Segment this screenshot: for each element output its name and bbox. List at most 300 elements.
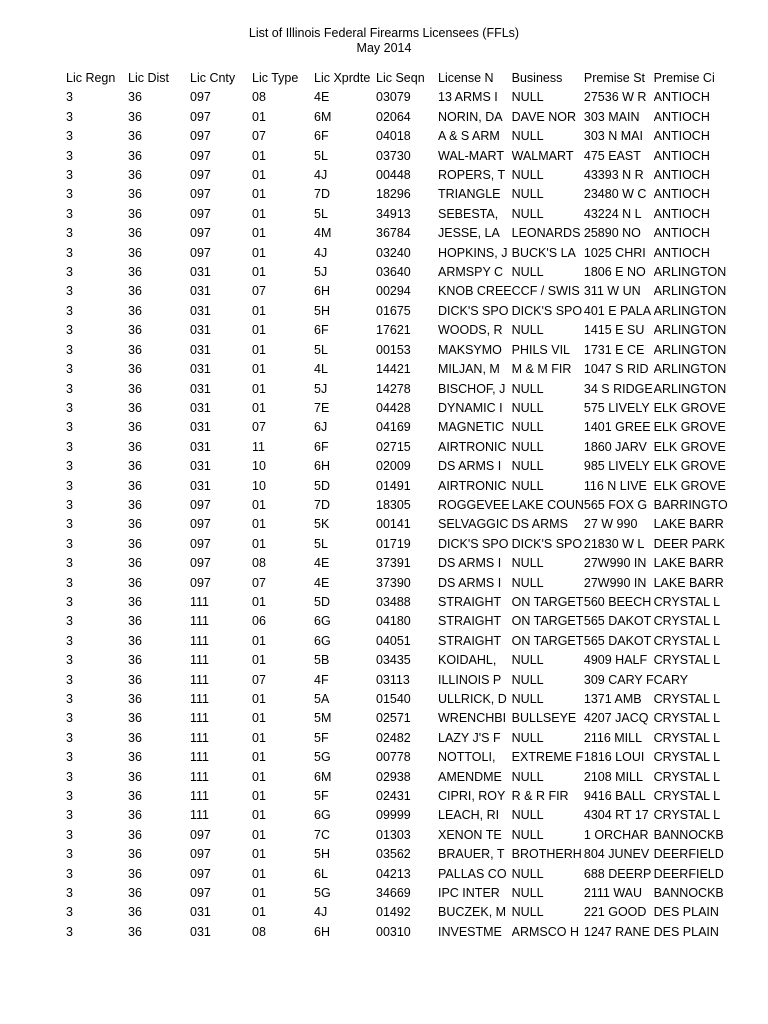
cell-lic-seqn: 01719 bbox=[376, 536, 411, 551]
cell-lic-type: 01 bbox=[252, 905, 266, 920]
cell-premise-city: LAKE BARR bbox=[653, 575, 724, 590]
cell-lic-type: 01 bbox=[252, 808, 266, 823]
cell-lic-cnty: 111 bbox=[190, 789, 210, 804]
table-row bbox=[66, 709, 728, 728]
cell-business: NULL bbox=[511, 730, 544, 745]
cell-lic-regn: 3 bbox=[66, 459, 73, 474]
cell-business: DAVE NOR bbox=[511, 109, 577, 124]
cell-premise-street: 1401 GREE bbox=[583, 420, 651, 435]
cell-business: NULL bbox=[511, 265, 544, 280]
cell-lic-seqn: 04180 bbox=[376, 614, 411, 629]
cell-lic-seqn: 09999 bbox=[376, 808, 411, 823]
cell-lic-seqn: 04051 bbox=[376, 633, 411, 648]
cell-license-name: WRENCHBI bbox=[438, 711, 507, 726]
cell-lic-seqn: 04213 bbox=[376, 866, 411, 881]
cell-business: NULL bbox=[511, 420, 544, 435]
cell-lic-seqn: 37390 bbox=[376, 575, 411, 590]
cell-premise-city: ELK GROVE bbox=[653, 478, 726, 493]
cell-premise-city: ANTIOCH bbox=[653, 226, 710, 241]
cell-lic-cnty: 097 bbox=[190, 226, 211, 241]
cell-lic-dist: 36 bbox=[128, 323, 142, 338]
cell-premise-city: CRYSTAL L bbox=[653, 614, 721, 629]
cell-lic-regn: 3 bbox=[66, 284, 73, 299]
cell-lic-xprdte: 5D bbox=[314, 478, 330, 493]
cell-lic-regn: 3 bbox=[66, 129, 73, 144]
cell-license-name: DS ARMS I bbox=[438, 575, 502, 590]
table-row bbox=[66, 729, 728, 748]
cell-lic-seqn: 00141 bbox=[376, 517, 411, 532]
cell-business: NULL bbox=[511, 556, 544, 571]
cell-license-name: NOTTOLI, bbox=[438, 750, 496, 765]
column-header-lic-type: Lic Type bbox=[252, 71, 299, 85]
cell-lic-dist: 36 bbox=[128, 517, 142, 532]
cell-license-name: TRIANGLE bbox=[438, 187, 501, 202]
cell-license-name: DS ARMS I bbox=[438, 459, 502, 474]
cell-premise-street: 985 LIVELY bbox=[583, 459, 650, 474]
cell-premise-city: ELK GROVE bbox=[653, 459, 726, 474]
cell-lic-regn: 3 bbox=[66, 109, 73, 124]
cell-lic-xprdte: 4J bbox=[314, 905, 328, 920]
cell-lic-dist: 36 bbox=[128, 303, 142, 318]
cell-lic-xprdte: 5H bbox=[314, 303, 330, 318]
cell-lic-seqn: 02064 bbox=[376, 109, 411, 124]
cell-lic-seqn: 01492 bbox=[376, 905, 411, 920]
cell-lic-regn: 3 bbox=[66, 575, 73, 590]
cell-lic-cnty: 111 bbox=[190, 692, 210, 706]
cell-premise-street: 34 S RIDGE bbox=[583, 381, 653, 396]
cell-lic-regn: 3 bbox=[66, 323, 73, 338]
cell-lic-type: 01 bbox=[252, 206, 266, 221]
cell-premise-city: BANNOCKB bbox=[653, 827, 724, 842]
cell-lic-type: 07 bbox=[252, 284, 266, 299]
cell-premise-city: ANTIOCH bbox=[653, 129, 710, 144]
cell-premise-city: DEERFIELD bbox=[653, 866, 724, 881]
cell-premise-street: 2108 MILL bbox=[583, 769, 643, 784]
cell-license-name: IPC INTER bbox=[438, 886, 500, 901]
cell-lic-xprdte: 5L bbox=[314, 342, 328, 357]
cell-lic-cnty: 031 bbox=[190, 284, 211, 299]
cell-license-name: ILLINOIS P bbox=[438, 672, 502, 687]
cell-premise-street: 475 EAST bbox=[583, 148, 641, 163]
cell-lic-xprdte: 4E bbox=[314, 90, 330, 105]
cell-lic-cnty: 031 bbox=[190, 323, 211, 338]
cell-lic-xprdte: 6H bbox=[314, 459, 330, 474]
table-row bbox=[66, 632, 728, 651]
cell-lic-regn: 3 bbox=[66, 750, 73, 765]
cell-lic-dist: 36 bbox=[128, 614, 142, 629]
cell-lic-cnty: 097 bbox=[190, 556, 211, 571]
cell-license-name: ROPERS, T bbox=[438, 168, 506, 183]
cell-lic-type: 01 bbox=[252, 168, 266, 183]
table-row bbox=[66, 360, 728, 379]
cell-business: CCF / SWIS bbox=[511, 284, 580, 299]
cell-lic-xprdte: 5B bbox=[314, 653, 330, 668]
column-header-business: Business bbox=[511, 71, 563, 85]
cell-premise-city: ARLINGTON bbox=[653, 303, 727, 318]
cell-license-name: LAZY J'S F bbox=[438, 730, 501, 745]
cell-business: DICK'S SPO bbox=[511, 303, 583, 318]
cell-lic-dist: 36 bbox=[128, 459, 142, 474]
cell-lic-seqn: 00153 bbox=[376, 342, 411, 357]
cell-lic-dist: 36 bbox=[128, 362, 142, 377]
cell-lic-dist: 36 bbox=[128, 265, 142, 280]
cell-premise-street: 1 ORCHAR bbox=[583, 827, 649, 842]
cell-premise-city: ARLINGTON bbox=[653, 342, 727, 357]
cell-lic-dist: 36 bbox=[128, 633, 142, 648]
cell-lic-cnty: 111 bbox=[190, 594, 210, 609]
cell-license-name: STRAIGHT bbox=[438, 633, 502, 648]
cell-lic-regn: 3 bbox=[66, 478, 73, 493]
cell-business: NULL bbox=[511, 168, 544, 183]
cell-lic-dist: 36 bbox=[128, 478, 142, 493]
cell-lic-cnty: 111 bbox=[190, 672, 210, 687]
cell-lic-xprdte: 6G bbox=[314, 614, 331, 629]
cell-lic-xprdte: 4M bbox=[314, 226, 332, 241]
cell-license-name: DICK'S SPO bbox=[438, 536, 509, 551]
cell-lic-xprdte: 7C bbox=[314, 827, 330, 842]
cell-lic-cnty: 097 bbox=[190, 847, 211, 862]
cell-license-name: BUCZEK, M bbox=[438, 905, 507, 920]
cell-lic-xprdte: 4F bbox=[314, 672, 329, 687]
cell-lic-cnty: 111 bbox=[190, 750, 210, 765]
cell-lic-regn: 3 bbox=[66, 245, 73, 260]
cell-lic-xprdte: 6F bbox=[314, 129, 329, 144]
cell-license-name: ULLRICK, D bbox=[438, 692, 507, 706]
cell-lic-regn: 3 bbox=[66, 905, 73, 920]
cell-business: LEONARDS bbox=[511, 226, 581, 241]
cell-premise-city: ANTIOCH bbox=[653, 109, 710, 124]
cell-lic-seqn: 36784 bbox=[376, 226, 411, 241]
cell-lic-regn: 3 bbox=[66, 342, 73, 357]
cell-premise-street: 2111 WAU bbox=[583, 886, 643, 901]
cell-lic-type: 01 bbox=[252, 711, 266, 726]
cell-lic-type: 11 bbox=[252, 439, 265, 454]
cell-lic-xprdte: 6H bbox=[314, 924, 330, 939]
cell-lic-cnty: 097 bbox=[190, 129, 211, 144]
cell-premise-city: CRYSTAL L bbox=[653, 808, 721, 823]
cell-lic-cnty: 031 bbox=[190, 420, 211, 435]
cell-business: NULL bbox=[511, 672, 544, 687]
cell-premise-street: 1047 S RID bbox=[583, 362, 649, 377]
cell-premise-street: 804 JUNEV bbox=[583, 847, 650, 862]
cell-lic-regn: 3 bbox=[66, 90, 73, 105]
cell-lic-regn: 3 bbox=[66, 400, 73, 415]
cell-lic-xprdte: 5J bbox=[314, 265, 328, 280]
table-row bbox=[66, 282, 728, 301]
table-row bbox=[66, 923, 728, 942]
cell-lic-seqn: 03240 bbox=[376, 245, 411, 260]
table-row bbox=[66, 865, 728, 884]
cell-premise-city: CRYSTAL L bbox=[653, 750, 721, 765]
cell-business: NULL bbox=[511, 808, 544, 823]
cell-lic-seqn: 00448 bbox=[376, 168, 411, 183]
cell-lic-dist: 36 bbox=[128, 827, 142, 842]
cell-premise-city: CRYSTAL L bbox=[653, 730, 721, 745]
cell-business: ON TARGET bbox=[511, 594, 584, 609]
cell-lic-dist: 36 bbox=[128, 245, 142, 260]
cell-lic-regn: 3 bbox=[66, 420, 73, 435]
cell-lic-dist: 36 bbox=[128, 653, 142, 668]
cell-lic-type: 01 bbox=[252, 692, 266, 706]
cell-license-name: DYNAMIC I bbox=[438, 400, 503, 415]
cell-business: NULL bbox=[511, 187, 544, 202]
cell-lic-cnty: 097 bbox=[190, 827, 211, 842]
cell-premise-city: ARLINGTON bbox=[653, 284, 727, 299]
cell-lic-xprdte: 5G bbox=[314, 750, 331, 765]
cell-lic-cnty: 097 bbox=[190, 206, 211, 221]
cell-license-name: DICK'S SPO bbox=[438, 303, 509, 318]
cell-premise-city: ARLINGTON bbox=[653, 381, 727, 396]
cell-lic-regn: 3 bbox=[66, 265, 73, 280]
cell-business: NULL bbox=[511, 827, 544, 842]
cell-premise-street: 1816 LOUI bbox=[583, 750, 645, 765]
document-subtitle: May 2014 bbox=[356, 41, 412, 55]
cell-premise-street: 43224 N L bbox=[583, 206, 642, 221]
cell-lic-dist: 36 bbox=[128, 556, 142, 571]
cell-premise-city: ELK GROVE bbox=[653, 400, 726, 415]
cell-lic-cnty: 097 bbox=[190, 245, 211, 260]
cell-lic-cnty: 097 bbox=[190, 536, 211, 551]
cell-lic-type: 01 bbox=[252, 827, 266, 842]
cell-premise-city: ARLINGTON bbox=[653, 323, 727, 338]
cell-premise-city: DES PLAIN bbox=[653, 924, 719, 939]
cell-business: BULLSEYE bbox=[511, 711, 577, 726]
cell-lic-type: 01 bbox=[252, 303, 266, 318]
cell-license-name: WAL-MART bbox=[438, 148, 504, 163]
table-row bbox=[66, 263, 728, 282]
cell-lic-type: 01 bbox=[252, 789, 266, 804]
cell-lic-cnty: 031 bbox=[190, 362, 211, 377]
cell-premise-city: CRYSTAL L bbox=[653, 769, 721, 784]
cell-lic-seqn: 03640 bbox=[376, 265, 411, 280]
cell-license-name: SELVAGGIC bbox=[438, 517, 509, 532]
cell-lic-dist: 36 bbox=[128, 129, 142, 144]
cell-lic-seqn: 02715 bbox=[376, 439, 411, 454]
cell-license-name: NORIN, DA bbox=[438, 109, 503, 124]
cell-lic-regn: 3 bbox=[66, 303, 73, 318]
table-row bbox=[66, 205, 728, 224]
cell-lic-cnty: 111 bbox=[190, 808, 210, 823]
cell-business: NULL bbox=[511, 129, 544, 144]
cell-premise-street: 688 DEERP bbox=[583, 866, 652, 881]
table-row bbox=[66, 88, 728, 107]
cell-lic-seqn: 18296 bbox=[376, 187, 411, 202]
table-row bbox=[66, 108, 728, 127]
cell-license-name: BRAUER, T bbox=[438, 847, 505, 862]
cell-lic-cnty: 111 bbox=[190, 711, 210, 726]
cell-lic-xprdte: 5L bbox=[314, 148, 328, 163]
cell-lic-type: 01 bbox=[252, 536, 266, 551]
cell-license-name: KNOB CREE bbox=[438, 284, 512, 299]
cell-lic-seqn: 04169 bbox=[376, 420, 411, 435]
cell-lic-dist: 36 bbox=[128, 284, 142, 299]
cell-lic-cnty: 031 bbox=[190, 400, 211, 415]
cell-lic-xprdte: 4J bbox=[314, 245, 328, 260]
cell-premise-street: 21830 W L bbox=[583, 536, 645, 551]
cell-lic-dist: 36 bbox=[128, 594, 142, 609]
cell-license-name: MAKSYMO bbox=[438, 342, 502, 357]
cell-lic-dist: 36 bbox=[128, 187, 142, 202]
table-body bbox=[66, 88, 728, 942]
table-row bbox=[66, 244, 728, 263]
cell-lic-xprdte: 4J bbox=[314, 168, 328, 183]
table-row bbox=[66, 438, 728, 457]
cell-lic-type: 01 bbox=[252, 245, 266, 260]
cell-lic-dist: 36 bbox=[128, 866, 142, 881]
cell-premise-street: 4304 RT 17 bbox=[583, 808, 649, 823]
cell-lic-dist: 36 bbox=[128, 90, 142, 105]
cell-lic-cnty: 097 bbox=[190, 575, 211, 590]
cell-lic-cnty: 097 bbox=[190, 517, 211, 532]
cell-lic-type: 01 bbox=[252, 362, 266, 377]
cell-premise-city: CARY bbox=[653, 672, 689, 687]
cell-lic-regn: 3 bbox=[66, 653, 73, 668]
cell-lic-regn: 3 bbox=[66, 381, 73, 396]
cell-lic-dist: 36 bbox=[128, 536, 142, 551]
cell-lic-seqn: 03730 bbox=[376, 148, 411, 163]
cell-premise-city: ANTIOCH bbox=[653, 168, 710, 183]
column-header-premise-city: Premise Ci bbox=[653, 71, 715, 85]
cell-lic-type: 01 bbox=[252, 633, 266, 648]
cell-lic-type: 01 bbox=[252, 517, 266, 532]
cell-lic-cnty: 097 bbox=[190, 148, 211, 163]
cell-lic-cnty: 097 bbox=[190, 109, 211, 124]
table-row bbox=[66, 147, 728, 166]
cell-premise-street: 1247 RANE bbox=[583, 924, 650, 939]
cell-lic-seqn: 00778 bbox=[376, 750, 411, 765]
table-row bbox=[66, 593, 728, 612]
cell-premise-city: DES PLAIN bbox=[653, 905, 719, 920]
cell-lic-seqn: 00310 bbox=[376, 924, 411, 939]
column-header-lic-regn: Lic Regn bbox=[66, 71, 116, 85]
cell-lic-regn: 3 bbox=[66, 497, 73, 512]
table-row bbox=[66, 690, 728, 709]
cell-lic-cnty: 097 bbox=[190, 90, 211, 105]
cell-lic-xprdte: 6F bbox=[314, 439, 329, 454]
cell-business: NULL bbox=[511, 206, 544, 221]
cell-lic-dist: 36 bbox=[128, 168, 142, 183]
cell-lic-xprdte: 7E bbox=[314, 400, 330, 415]
cell-business: NULL bbox=[511, 90, 544, 105]
cell-business: NULL bbox=[511, 769, 544, 784]
cell-business: DICK'S SPO bbox=[511, 536, 583, 551]
cell-lic-xprdte: 5F bbox=[314, 789, 329, 804]
cell-business: LAKE COUN bbox=[511, 497, 584, 512]
cell-lic-seqn: 14421 bbox=[376, 362, 411, 377]
cell-license-name: MAGNETIC bbox=[438, 420, 504, 435]
cell-premise-street: 560 BEECH bbox=[583, 594, 652, 609]
cell-lic-dist: 36 bbox=[128, 769, 142, 784]
cell-premise-city: LAKE BARR bbox=[653, 556, 724, 571]
cell-premise-city: DEERFIELD bbox=[653, 847, 724, 862]
cell-lic-seqn: 34669 bbox=[376, 886, 411, 901]
cell-lic-cnty: 031 bbox=[190, 439, 211, 454]
cell-license-name: AIRTRONIC bbox=[438, 478, 507, 493]
cell-lic-dist: 36 bbox=[128, 847, 142, 862]
cell-lic-regn: 3 bbox=[66, 672, 73, 687]
cell-license-name: DS ARMS I bbox=[438, 556, 502, 571]
cell-lic-regn: 3 bbox=[66, 206, 73, 221]
cell-premise-city: ELK GROVE bbox=[653, 420, 726, 435]
cell-lic-type: 01 bbox=[252, 886, 266, 901]
cell-lic-type: 08 bbox=[252, 924, 266, 939]
cell-lic-seqn: 01675 bbox=[376, 303, 411, 318]
cell-premise-street: 311 W UN bbox=[583, 284, 641, 299]
cell-lic-seqn: 34913 bbox=[376, 206, 411, 221]
cell-lic-regn: 3 bbox=[66, 730, 73, 745]
cell-business: NULL bbox=[511, 323, 544, 338]
cell-lic-xprdte: 7D bbox=[314, 187, 330, 202]
cell-premise-street: 23480 W C bbox=[583, 187, 647, 202]
cell-lic-dist: 36 bbox=[128, 148, 142, 163]
cell-business: NULL bbox=[511, 478, 544, 493]
table-row bbox=[66, 224, 728, 243]
cell-premise-street: 116 N LIVE bbox=[583, 478, 647, 493]
cell-lic-type: 01 bbox=[252, 323, 266, 338]
cell-premise-street: 1371 AMB bbox=[583, 692, 642, 706]
cell-lic-regn: 3 bbox=[66, 187, 73, 202]
cell-lic-xprdte: 5D bbox=[314, 594, 330, 609]
cell-premise-street: 2116 MILL bbox=[583, 730, 643, 745]
cell-lic-regn: 3 bbox=[66, 148, 73, 163]
cell-lic-xprdte: 6F bbox=[314, 323, 329, 338]
cell-lic-seqn: 14278 bbox=[376, 381, 411, 396]
cell-lic-seqn: 04428 bbox=[376, 400, 411, 415]
cell-lic-type: 07 bbox=[252, 575, 266, 590]
cell-lic-dist: 36 bbox=[128, 226, 142, 241]
cell-lic-xprdte: 5A bbox=[314, 692, 330, 706]
cell-lic-seqn: 03562 bbox=[376, 847, 411, 862]
table-row bbox=[66, 748, 728, 767]
cell-lic-seqn: 17621 bbox=[376, 323, 411, 338]
cell-lic-seqn: 18305 bbox=[376, 497, 411, 512]
cell-lic-cnty: 031 bbox=[190, 924, 211, 939]
cell-lic-xprdte: 6M bbox=[314, 109, 332, 124]
licensee-table bbox=[66, 69, 728, 942]
cell-premise-city: ANTIOCH bbox=[653, 206, 710, 221]
table-row bbox=[66, 127, 728, 146]
cell-business: BROTHERH bbox=[511, 847, 582, 862]
cell-business: NULL bbox=[511, 381, 544, 396]
cell-business: NULL bbox=[511, 866, 544, 881]
cell-lic-regn: 3 bbox=[66, 614, 73, 629]
cell-lic-xprdte: 5G bbox=[314, 886, 331, 901]
cell-lic-dist: 36 bbox=[128, 672, 142, 687]
cell-premise-street: 4909 HALF bbox=[583, 653, 648, 668]
cell-lic-regn: 3 bbox=[66, 168, 73, 183]
cell-license-name: WOODS, R bbox=[438, 323, 503, 338]
cell-lic-seqn: 02431 bbox=[376, 789, 411, 804]
cell-lic-xprdte: 5K bbox=[314, 517, 330, 532]
cell-lic-xprdte: 5F bbox=[314, 730, 329, 745]
cell-lic-seqn: 02938 bbox=[376, 769, 411, 784]
cell-premise-street: 1860 JARV bbox=[583, 439, 647, 454]
cell-premise-street: 9416 BALL bbox=[583, 789, 646, 804]
table-row bbox=[66, 768, 728, 787]
cell-lic-regn: 3 bbox=[66, 517, 73, 532]
column-header-license-name: License N bbox=[438, 71, 494, 85]
cell-lic-cnty: 111 bbox=[190, 769, 210, 784]
cell-lic-dist: 36 bbox=[128, 886, 142, 901]
cell-lic-xprdte: 6G bbox=[314, 808, 331, 823]
cell-premise-street: 303 MAIN bbox=[583, 109, 640, 124]
table-row bbox=[66, 826, 728, 845]
cell-lic-seqn: 01491 bbox=[376, 478, 411, 493]
cell-business: NULL bbox=[511, 905, 544, 920]
cell-license-name: STRAIGHT bbox=[438, 614, 502, 629]
cell-premise-city: ANTIOCH bbox=[653, 90, 710, 105]
cell-lic-type: 01 bbox=[252, 148, 266, 163]
